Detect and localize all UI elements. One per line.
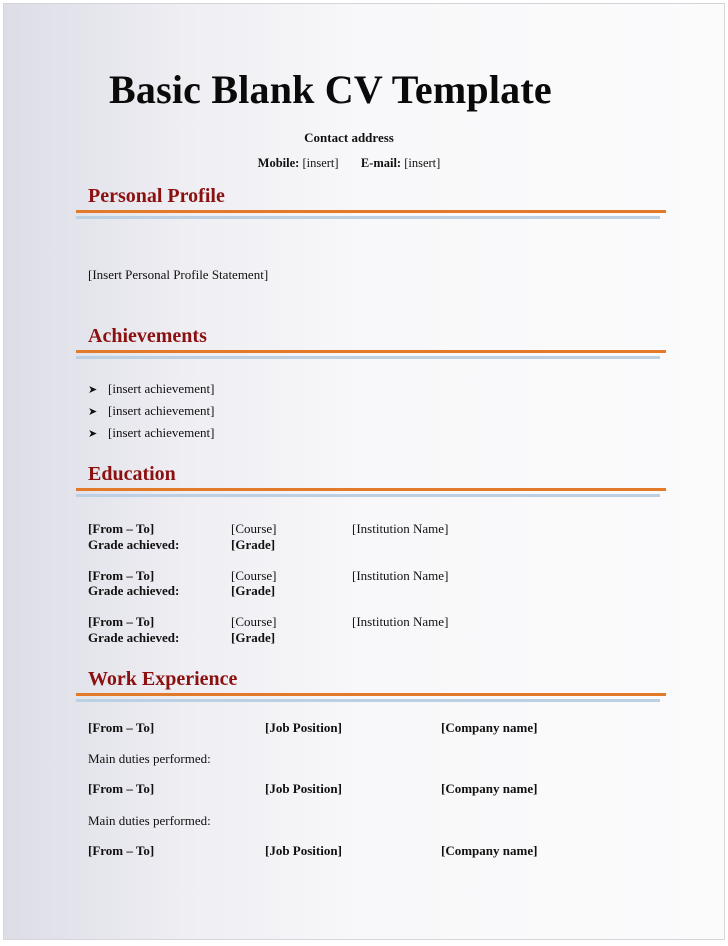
work-company: [Company name]: [441, 720, 538, 735]
work-company: [Company name]: [441, 843, 538, 858]
list-item: ➤ [insert achievement]: [88, 403, 215, 418]
arrow-bullet-icon: ➤: [88, 405, 98, 418]
education-institution: [Institution Name]: [352, 521, 449, 536]
grade-label: Grade achieved:: [88, 537, 180, 552]
section-rule-orange: [76, 693, 666, 696]
education-institution: [Institution Name]: [352, 568, 449, 583]
work-position: [Job Position]: [265, 781, 342, 796]
work-duties: Main duties performed:: [88, 751, 211, 766]
list-item: ➤ [insert achievement]: [88, 381, 215, 396]
section-heading-achievements: Achievements: [88, 325, 207, 347]
contact-address: Contact address: [304, 130, 394, 145]
section-heading-work: Work Experience: [88, 668, 238, 690]
section-rule-blue: [76, 216, 660, 219]
grade-value: [Grade]: [231, 583, 276, 598]
section-rule-orange: [76, 488, 666, 491]
grade-value: [Grade]: [231, 630, 276, 645]
arrow-bullet-icon: ➤: [88, 427, 98, 440]
page-title: Basic Blank CV Template: [109, 67, 552, 112]
contact-details: [4, 156, 694, 171]
profile-statement: [Insert Personal Profile Statement]: [88, 267, 269, 282]
section-rule-blue: [76, 356, 660, 359]
education-dates: [From – To]: [88, 568, 155, 583]
education-course: [Course]: [231, 568, 277, 583]
section-heading-education: Education: [88, 463, 176, 485]
mobile-label: Mobile:: [257, 156, 300, 170]
list-item: ➤ [insert achievement]: [88, 425, 215, 440]
education-course: [Course]: [231, 521, 277, 536]
grade-label: Grade achieved:: [88, 583, 180, 598]
cv-page: [3, 3, 725, 940]
work-dates: [From – To]: [88, 781, 155, 796]
education-dates: [From – To]: [88, 614, 155, 629]
work-duties: Main duties performed:: [88, 813, 211, 828]
grade-value: [Grade]: [231, 537, 276, 552]
work-company: [Company name]: [441, 781, 538, 796]
education-dates: [From – To]: [88, 521, 155, 536]
mobile-value: [insert]: [302, 156, 339, 170]
email-label: E-mail:: [360, 156, 402, 170]
arrow-bullet-icon: ➤: [88, 383, 98, 396]
section-rule-blue: [76, 699, 660, 702]
work-position: [Job Position]: [265, 843, 342, 858]
section-rule-blue: [76, 494, 660, 497]
section-rule-orange: [76, 210, 666, 213]
work-dates: [From – To]: [88, 843, 155, 858]
email-value: [insert]: [404, 156, 441, 170]
education-institution: [Institution Name]: [352, 614, 449, 629]
education-course: [Course]: [231, 614, 277, 629]
grade-label: Grade achieved:: [88, 630, 180, 645]
work-dates: [From – To]: [88, 720, 155, 735]
work-position: [Job Position]: [265, 720, 342, 735]
section-heading-profile: Personal Profile: [88, 185, 225, 207]
section-rule-orange: [76, 350, 666, 353]
